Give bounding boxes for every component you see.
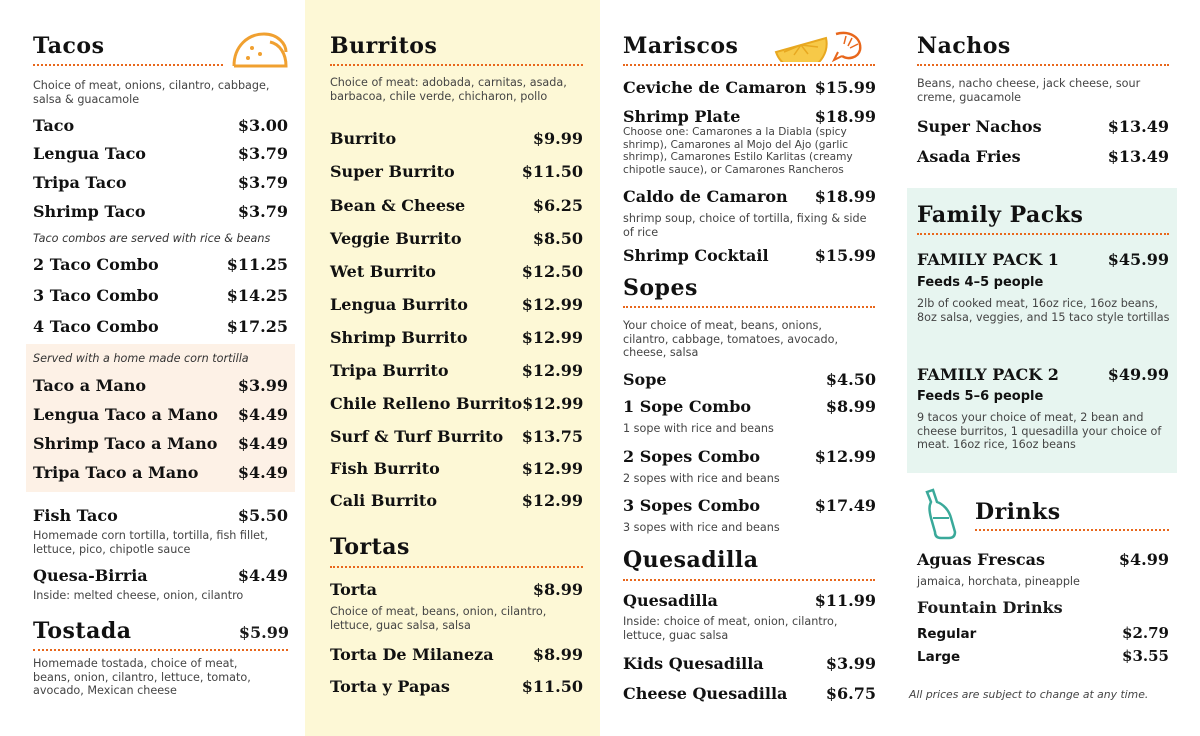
mano-note: Served with a home made corn tortilla	[33, 352, 249, 365]
item-name: Asada Fries	[917, 147, 1021, 166]
price-disclaimer: All prices are subject to change at any time.	[909, 688, 1149, 701]
menu-item	[330, 262, 583, 281]
menu-item	[330, 394, 583, 413]
item-price: $8.99	[825, 397, 876, 416]
item-price: $14.25	[226, 286, 288, 305]
item-desc: Choose one: Camarones a la Diabla (spicy shrimp), Camarones al Mojo del Ajo (garlic shrimp), Camarones Estilo Karlitas (creamy chipotle sauce), or Camarones Rancheros	[623, 126, 853, 176]
item-price: $8.99	[532, 580, 583, 599]
family-divider	[917, 233, 1169, 235]
item-name: Lengua Taco a Mano	[33, 405, 218, 424]
item-name: Quesadilla	[623, 591, 718, 610]
sopes-desc: Your choice of meat, beans, onions, cilantro, cabbage, tomatoes, avocado, cheese, salsa	[623, 319, 839, 359]
menu-item	[623, 591, 876, 610]
item-price: $4.49	[237, 566, 288, 585]
item-name: Shrimp Cocktail	[623, 246, 769, 265]
menu-item	[623, 654, 876, 673]
tostada-price: $5.99	[238, 623, 289, 642]
tacos-column	[0, 0, 305, 736]
bottle-icon	[919, 488, 957, 540]
item-name: 3 Taco Combo	[33, 286, 159, 305]
item-price: $3.00	[237, 116, 288, 135]
item-name: Fish Burrito	[330, 459, 440, 478]
menu-item	[623, 447, 876, 466]
menu-item	[623, 496, 876, 515]
tortas-title: Tortas	[330, 534, 410, 560]
item-name: Sope	[623, 370, 667, 389]
item-desc: 9 tacos your choice of meat, 2 bean and cheese burritos, 1 quesadilla your choice of meat. 16oz rice, 16oz beans	[917, 411, 1162, 451]
item-price: $12.99	[521, 361, 583, 380]
menu-item	[917, 147, 1169, 166]
mariscos-divider	[623, 64, 875, 66]
burritos-divider	[330, 64, 583, 66]
menu-item	[33, 434, 288, 453]
item-name: Kids Quesadilla	[623, 654, 764, 673]
item-name: Shrimp Burrito	[330, 328, 468, 347]
menu-item	[330, 645, 583, 664]
menu-item	[33, 116, 288, 135]
menu-item	[330, 328, 583, 347]
item-name: FAMILY PACK 1	[917, 250, 1059, 269]
item-price: $15.99	[814, 246, 876, 265]
lemon-icon	[772, 30, 832, 62]
item-desc: Inside: choice of meat, onion, cilantro, lettuce, guac salsa	[623, 615, 838, 642]
menu-item	[33, 202, 288, 221]
menu-item	[330, 580, 583, 599]
item-name: Taco	[33, 116, 75, 135]
item-name: Super Nachos	[917, 117, 1042, 136]
item-price: $17.25	[226, 317, 288, 336]
menu-item	[917, 624, 1169, 642]
item-name: Wet Burrito	[330, 262, 436, 281]
sopes-divider	[623, 306, 875, 308]
menu-item	[33, 463, 288, 482]
item-price: $3.79	[237, 173, 288, 192]
item-price: $3.79	[237, 144, 288, 163]
item-desc: 1 sope with rice and beans	[623, 422, 774, 435]
menu-item	[330, 459, 583, 478]
item-name: FAMILY PACK 2	[917, 365, 1059, 384]
drinks-divider	[975, 529, 1169, 531]
sopes-title: Sopes	[623, 275, 698, 301]
item-name: Tripa Taco a Mano	[33, 463, 199, 482]
menu-item	[917, 550, 1169, 569]
item-name: Regular	[917, 626, 977, 642]
item-name: Fish Taco	[33, 506, 118, 525]
menu-item	[623, 187, 876, 206]
item-price: $3.99	[237, 376, 288, 395]
tortas-divider	[330, 566, 583, 568]
menu-item	[33, 405, 288, 424]
item-name: Ceviche de Camaron	[623, 78, 807, 97]
item-name: Shrimp Taco	[33, 202, 146, 221]
shrimp-icon	[828, 28, 868, 64]
menu-item	[623, 397, 876, 416]
item-price: $2.79	[1122, 624, 1169, 642]
tostada-divider	[33, 649, 288, 651]
item-name: Torta y Papas	[330, 677, 450, 696]
item-price: $4.49	[237, 434, 288, 453]
menu-item	[33, 173, 288, 192]
item-price: $5.50	[237, 506, 288, 525]
menu-item	[33, 376, 288, 395]
menu-item	[330, 162, 583, 181]
menu-item	[330, 229, 583, 248]
item-price: $13.49	[1107, 117, 1169, 136]
item-price: $18.99	[814, 107, 876, 126]
item-name: Aguas Frescas	[917, 550, 1045, 569]
menu-item	[330, 677, 583, 696]
item-price: $8.50	[532, 229, 583, 248]
item-price: $12.50	[521, 262, 583, 281]
item-price: $3.99	[825, 654, 876, 673]
item-desc: Inside: melted cheese, onion, cilantro	[33, 589, 244, 602]
mariscos-title: Mariscos	[623, 33, 739, 59]
menu-item	[917, 117, 1169, 136]
item-name: Shrimp Taco a Mano	[33, 434, 218, 453]
item-desc: 2 sopes with rice and beans	[623, 472, 780, 485]
menu-item	[330, 491, 583, 510]
item-name: Torta	[330, 580, 377, 599]
quesadilla-title: Quesadilla	[623, 547, 759, 573]
menu-item	[330, 295, 583, 314]
item-name: 4 Taco Combo	[33, 317, 159, 336]
burritos-title: Burritos	[330, 33, 438, 59]
menu-item	[623, 107, 876, 126]
item-name: 1 Sope Combo	[623, 397, 752, 416]
taco-icon	[230, 30, 290, 70]
item-desc: Choice of meat, beans, onion, cilantro, lettuce, guac salsa, salsa	[330, 605, 547, 632]
item-desc: 2lb of cooked meat, 16oz rice, 16oz beans, 8oz salsa, veggies, and 15 taco style tortillas	[917, 297, 1170, 324]
item-price: $11.50	[521, 677, 583, 696]
menu-item	[330, 129, 583, 148]
item-price: $12.99	[521, 328, 583, 347]
burritos-desc: Choice of meat: adobada, carnitas, asada, barbacoa, chile verde, chicharon, pollo	[330, 76, 567, 103]
item-price: $4.50	[825, 370, 876, 389]
item-name: Chile Relleno Burrito	[330, 394, 523, 413]
item-price: $12.99	[521, 295, 583, 314]
item-name: Lengua Taco	[33, 144, 146, 163]
item-name: Surf & Turf Burrito	[330, 427, 504, 446]
menu-item	[330, 196, 583, 215]
quesadilla-divider	[623, 579, 875, 581]
item-price: $9.99	[532, 129, 583, 148]
item-price: $18.99	[814, 187, 876, 206]
item-desc: 3 sopes with rice and beans	[623, 521, 780, 534]
item-price: $6.25	[532, 196, 583, 215]
menu-item	[917, 250, 1169, 269]
item-price: $15.99	[814, 78, 876, 97]
item-name: Large	[917, 649, 961, 665]
item-name: 2 Taco Combo	[33, 255, 159, 274]
tostada-title: Tostada	[33, 618, 132, 644]
tacos-title: Tacos	[33, 33, 105, 59]
nachos-column	[895, 0, 1200, 736]
pack-feeds: Feeds 5–6 people	[917, 389, 1044, 404]
item-name: Cheese Quesadilla	[623, 684, 788, 703]
menu-item	[623, 78, 876, 97]
menu-item	[33, 286, 288, 305]
item-price: $3.55	[1122, 647, 1169, 665]
menu-item	[33, 566, 288, 585]
burritos-column	[305, 0, 600, 736]
item-price: $6.75	[825, 684, 876, 703]
item-name: Tripa Taco	[33, 173, 127, 192]
item-name: Bean & Cheese	[330, 196, 466, 215]
menu-item	[623, 246, 876, 265]
tostada-desc: Homemade tostada, choice of meat, beans, onion, cilantro, lettuce, tomato, avocado, Mexican cheese	[33, 657, 251, 697]
pack-feeds: Feeds 4–5 people	[917, 275, 1044, 290]
tostada-header	[33, 618, 289, 644]
item-price: $12.99	[521, 459, 583, 478]
item-price: $13.75	[521, 427, 583, 446]
item-price: $12.99	[814, 447, 876, 466]
menu-item	[917, 647, 1169, 665]
item-price: $4.99	[1118, 550, 1169, 569]
item-name: Torta De Milaneza	[330, 645, 494, 664]
item-name: Tripa Burrito	[330, 361, 449, 380]
item-name: Cali Burrito	[330, 491, 437, 510]
item-price: $11.50	[521, 162, 583, 181]
family-title: Family Packs	[917, 202, 1084, 228]
item-price: $4.49	[237, 405, 288, 424]
item-desc: shrimp soup, choice of tortilla, fixing & side of rice	[623, 212, 867, 239]
item-name: Lengua Burrito	[330, 295, 468, 314]
item-price: $13.49	[1107, 147, 1169, 166]
item-name: 2 Sopes Combo	[623, 447, 761, 466]
item-price: $3.79	[237, 202, 288, 221]
item-price: $11.99	[814, 591, 876, 610]
item-price: $17.49	[814, 496, 876, 515]
menu-item	[917, 365, 1169, 384]
menu-item	[330, 427, 583, 446]
menu-item	[623, 370, 876, 389]
item-price: $12.99	[521, 491, 583, 510]
item-price: $12.99	[522, 394, 584, 413]
item-name: Caldo de Camaron	[623, 187, 788, 206]
item-name: Taco a Mano	[33, 376, 147, 395]
mariscos-column	[600, 0, 895, 736]
drinks-title: Drinks	[975, 499, 1061, 525]
item-name: Shrimp Plate	[623, 107, 741, 126]
tacos-divider	[33, 64, 223, 66]
menu-item	[623, 684, 876, 703]
item-name: Quesa-Birria	[33, 566, 148, 585]
item-price: $11.25	[226, 255, 288, 274]
combo-note: Taco combos are served with rice & beans	[33, 232, 271, 245]
tacos-desc: Choice of meat, onions, cilantro, cabbage, salsa & guacamole	[33, 79, 270, 106]
fountain-title: Fountain Drinks	[917, 598, 1063, 617]
nachos-divider	[917, 64, 1169, 66]
menu-item	[330, 361, 583, 380]
menu-item	[33, 144, 288, 163]
menu-item	[33, 317, 288, 336]
item-price: $49.99	[1107, 365, 1169, 384]
item-desc: jamaica, horchata, pineapple	[917, 575, 1080, 588]
nachos-title: Nachos	[917, 33, 1011, 59]
menu-item	[33, 506, 288, 525]
item-name: Super Burrito	[330, 162, 455, 181]
item-price: $8.99	[532, 645, 583, 664]
item-price: $45.99	[1107, 250, 1169, 269]
nachos-desc: Beans, nacho cheese, jack cheese, sour creme, guacamole	[917, 77, 1141, 104]
item-name: Veggie Burrito	[330, 229, 462, 248]
item-price: $4.49	[237, 463, 288, 482]
item-name: Burrito	[330, 129, 397, 148]
menu-item	[33, 255, 288, 274]
item-name: 3 Sopes Combo	[623, 496, 761, 515]
item-desc: Homemade corn tortilla, tortilla, fish fillet, lettuce, pico, chipotle sauce	[33, 529, 269, 556]
